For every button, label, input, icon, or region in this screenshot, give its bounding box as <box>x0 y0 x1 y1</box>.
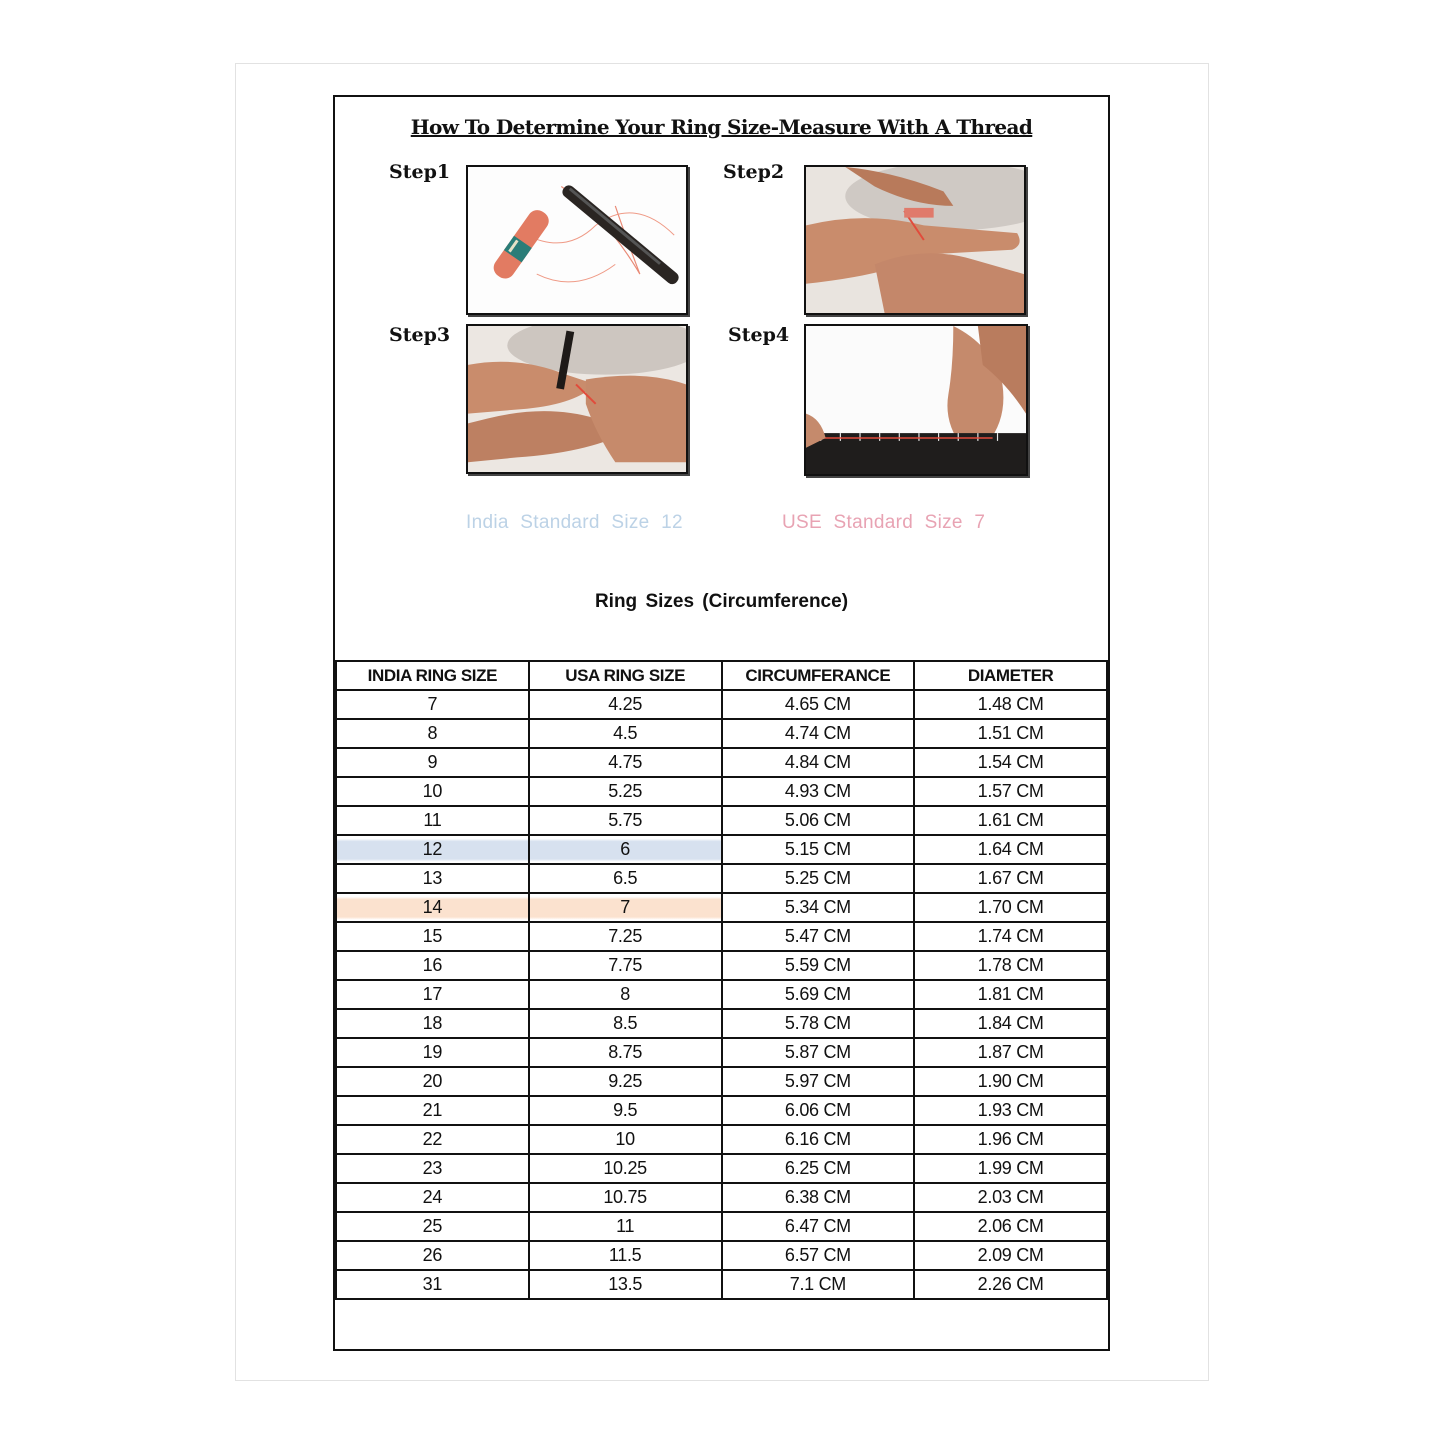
usa-size-cell: 9.25 <box>529 1067 722 1096</box>
diameter-cell: 1.99 CM <box>914 1154 1107 1183</box>
mark-thread-photo <box>466 324 688 474</box>
ring-sizes-heading: Ring Sizes (Circumference) <box>594 591 849 612</box>
india-size-cell: 20 <box>336 1067 529 1096</box>
header-circumference: CIRCUMFERANCE <box>722 661 915 690</box>
table-row <box>336 922 1107 951</box>
circumference-cell: 4.65 CM <box>722 690 915 719</box>
usa-size-cell: 7.75 <box>529 951 722 980</box>
india-standard-label: India Standard Size 12 <box>466 512 683 533</box>
table-row <box>336 690 1107 719</box>
circumference-cell: 6.25 CM <box>722 1154 915 1183</box>
step3-label: Step3 <box>389 324 451 346</box>
usa-size-cell: 4.25 <box>529 690 722 719</box>
circumference-cell: 5.69 CM <box>722 980 915 1009</box>
header-diameter: DIAMETER <box>914 661 1107 690</box>
ring-size-sheet <box>333 95 1110 1351</box>
circumference-cell: 4.74 CM <box>722 719 915 748</box>
india-size-cell: 16 <box>336 951 529 980</box>
table-row <box>336 1038 1107 1067</box>
india-size-cell: 12 <box>336 835 529 864</box>
table-row <box>336 1183 1107 1212</box>
step2-label: Step2 <box>723 161 785 183</box>
diameter-cell: 1.93 CM <box>914 1096 1107 1125</box>
measure-on-ruler-photo <box>804 324 1028 476</box>
usa-size-cell: 6.5 <box>529 864 722 893</box>
diameter-cell: 1.70 CM <box>914 893 1107 922</box>
table-row <box>336 951 1107 980</box>
circumference-cell: 6.06 CM <box>722 1096 915 1125</box>
usa-size-cell: 11.5 <box>529 1241 722 1270</box>
table-row <box>336 806 1107 835</box>
diameter-cell: 2.26 CM <box>914 1270 1107 1299</box>
header-usa-ring-size: USA RING SIZE <box>529 661 722 690</box>
table-row <box>336 1212 1107 1241</box>
usa-size-cell: 13.5 <box>529 1270 722 1299</box>
usa-size-cell: 10.25 <box>529 1154 722 1183</box>
diameter-cell: 1.57 CM <box>914 777 1107 806</box>
table-row <box>336 835 1107 864</box>
diameter-cell: 1.96 CM <box>914 1125 1107 1154</box>
india-size-cell: 24 <box>336 1183 529 1212</box>
usa-size-cell: 8.5 <box>529 1009 722 1038</box>
india-size-cell: 22 <box>336 1125 529 1154</box>
usa-size-cell: 8.75 <box>529 1038 722 1067</box>
circumference-cell: 5.78 CM <box>722 1009 915 1038</box>
diameter-cell: 1.54 CM <box>914 748 1107 777</box>
table-row <box>336 893 1107 922</box>
india-size-cell: 26 <box>336 1241 529 1270</box>
thread-and-pen-photo <box>466 165 688 315</box>
diameter-cell: 1.48 CM <box>914 690 1107 719</box>
table-row <box>336 1009 1107 1038</box>
circumference-cell: 5.59 CM <box>722 951 915 980</box>
diameter-cell: 1.81 CM <box>914 980 1107 1009</box>
diameter-cell: 1.87 CM <box>914 1038 1107 1067</box>
usa-size-cell: 7.25 <box>529 922 722 951</box>
circumference-cell: 4.84 CM <box>722 748 915 777</box>
diameter-cell: 1.84 CM <box>914 1009 1107 1038</box>
usa-size-cell: 5.25 <box>529 777 722 806</box>
usa-size-cell: 11 <box>529 1212 722 1241</box>
table-row <box>336 1125 1107 1154</box>
india-size-cell: 8 <box>336 719 529 748</box>
diameter-cell: 2.06 CM <box>914 1212 1107 1241</box>
usa-size-cell: 10.75 <box>529 1183 722 1212</box>
header-india-ring-size: INDIA RING SIZE <box>336 661 529 690</box>
table-row <box>336 864 1107 893</box>
table-row <box>336 1241 1107 1270</box>
india-size-cell: 31 <box>336 1270 529 1299</box>
usa-size-cell: 4.75 <box>529 748 722 777</box>
page-title: How To Determine Your Ring Size-Measure With A Thread <box>410 115 1033 139</box>
usa-size-cell: 7 <box>529 893 722 922</box>
circumference-cell: 5.25 CM <box>722 864 915 893</box>
india-size-cell: 10 <box>336 777 529 806</box>
table-row <box>336 748 1107 777</box>
circumference-cell: 5.97 CM <box>722 1067 915 1096</box>
diameter-cell: 1.90 CM <box>914 1067 1107 1096</box>
table-row <box>336 719 1107 748</box>
table-row <box>336 1067 1107 1096</box>
table-row <box>336 980 1107 1009</box>
circumference-cell: 5.47 CM <box>722 922 915 951</box>
usa-size-cell: 8 <box>529 980 722 1009</box>
table-row <box>336 1154 1107 1183</box>
india-size-cell: 21 <box>336 1096 529 1125</box>
circumference-cell: 5.87 CM <box>722 1038 915 1067</box>
circumference-cell: 5.06 CM <box>722 806 915 835</box>
india-size-cell: 9 <box>336 748 529 777</box>
table-body <box>336 690 1107 1299</box>
india-size-cell: 11 <box>336 806 529 835</box>
india-size-cell: 25 <box>336 1212 529 1241</box>
circumference-cell: 6.38 CM <box>722 1183 915 1212</box>
usa-size-cell: 6 <box>529 835 722 864</box>
circumference-cell: 4.93 CM <box>722 777 915 806</box>
table-row <box>336 1270 1107 1299</box>
diameter-cell: 1.61 CM <box>914 806 1107 835</box>
ring-size-table <box>335 660 1108 1300</box>
instructions-panel <box>335 97 1108 660</box>
table-row <box>336 777 1107 806</box>
usa-size-cell: 10 <box>529 1125 722 1154</box>
table-header-row <box>336 661 1107 690</box>
usa-standard-label: USE Standard Size 7 <box>782 512 986 533</box>
diameter-cell: 1.64 CM <box>914 835 1107 864</box>
diameter-cell: 1.51 CM <box>914 719 1107 748</box>
wrap-thread-on-finger-photo <box>804 165 1026 315</box>
diameter-cell: 2.09 CM <box>914 1241 1107 1270</box>
india-size-cell: 14 <box>336 893 529 922</box>
usa-size-cell: 4.5 <box>529 719 722 748</box>
india-size-cell: 13 <box>336 864 529 893</box>
india-size-cell: 23 <box>336 1154 529 1183</box>
india-size-cell: 18 <box>336 1009 529 1038</box>
india-size-cell: 15 <box>336 922 529 951</box>
diameter-cell: 2.03 CM <box>914 1183 1107 1212</box>
circumference-cell: 7.1 CM <box>722 1270 915 1299</box>
table-row <box>336 1096 1107 1125</box>
usa-size-cell: 5.75 <box>529 806 722 835</box>
diameter-cell: 1.67 CM <box>914 864 1107 893</box>
circumference-cell: 5.15 CM <box>722 835 915 864</box>
circumference-cell: 6.16 CM <box>722 1125 915 1154</box>
diameter-cell: 1.74 CM <box>914 922 1107 951</box>
india-size-cell: 7 <box>336 690 529 719</box>
india-size-cell: 19 <box>336 1038 529 1067</box>
step4-label: Step4 <box>728 324 790 346</box>
circumference-cell: 6.57 CM <box>722 1241 915 1270</box>
india-size-cell: 17 <box>336 980 529 1009</box>
step1-label: Step1 <box>389 161 451 183</box>
usa-size-cell: 9.5 <box>529 1096 722 1125</box>
circumference-cell: 6.47 CM <box>722 1212 915 1241</box>
diameter-cell: 1.78 CM <box>914 951 1107 980</box>
circumference-cell: 5.34 CM <box>722 893 915 922</box>
